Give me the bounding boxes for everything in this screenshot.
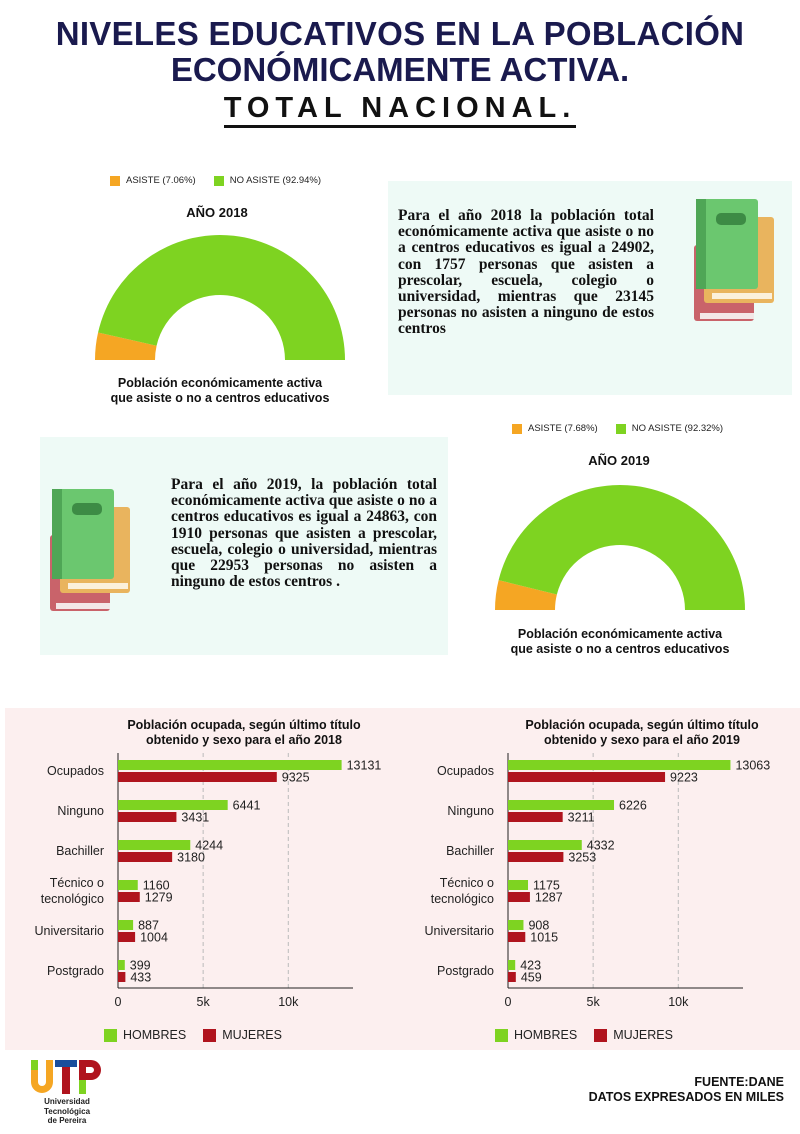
data-label: 3211: [567, 810, 595, 825]
category-label: Postgrado: [47, 964, 104, 978]
category-label: Técnico o: [439, 876, 494, 890]
legend-label-no-asiste: NO ASISTE (92.32%): [631, 423, 724, 434]
data-label: 3253: [568, 850, 597, 865]
category-label: tecnológico: [40, 892, 104, 906]
legend-label-mujeres: MUJERES: [613, 1028, 673, 1042]
bar-chart-2019: [395, 748, 785, 1018]
bar-legend-2018: [104, 1028, 282, 1042]
x-tick-label: 0: [504, 995, 512, 1009]
data-label: 433: [130, 970, 152, 985]
bar-mujeres: [508, 772, 665, 782]
data-label: 1279: [144, 890, 173, 905]
data-label: 423: [520, 958, 542, 973]
donut-caption-2018: [70, 376, 370, 406]
bar-hombres: [508, 760, 730, 770]
legend-swatch-hombres: [495, 1029, 508, 1042]
category-label: Universitario: [34, 924, 104, 938]
legend-2018: [110, 175, 321, 186]
bar-hombres: [508, 800, 614, 810]
bar-mujeres: [118, 892, 140, 902]
category-label: Postgrado: [437, 964, 494, 978]
category-label: Bachiller: [56, 844, 104, 858]
bar-mujeres: [508, 972, 516, 982]
donut-title-2019: AÑO 2019: [588, 453, 650, 468]
logo-text-line1: Universidad Tecnológica: [43, 1097, 91, 1116]
legend-label-mujeres: MUJERES: [222, 1028, 282, 1042]
x-tick-label: 5k: [196, 995, 210, 1009]
footer-source: [589, 1075, 784, 1105]
legend-swatch-no-asiste: [616, 424, 626, 434]
bar-title-2018-line1: Población ocupada, según último título: [127, 718, 361, 732]
bar-mujeres: [508, 932, 525, 942]
data-label: 3431: [181, 810, 210, 825]
legend-label-asiste: ASISTE (7.68%): [528, 423, 598, 434]
bar-mujeres: [118, 772, 277, 782]
legend-label-hombres: HOMBRES: [514, 1028, 578, 1042]
bar-chart-2018: [5, 748, 395, 1018]
bar-mujeres: [118, 972, 125, 982]
bar-hombres: [508, 960, 515, 970]
legend-label-no-asiste: NO ASISTE (92.94%): [229, 175, 322, 186]
bar-hombres: [118, 840, 190, 850]
bar-mujeres: [508, 852, 563, 862]
data-label: 399: [129, 958, 151, 973]
bar-hombres: [118, 800, 228, 810]
category-label: tecnológico: [430, 892, 494, 906]
category-label: Ocupados: [47, 764, 104, 778]
donut-caption-2018-line2: que asiste o no a centros educativos: [110, 391, 330, 405]
data-label: 3180: [177, 850, 205, 865]
legend-swatch-mujeres: [203, 1029, 216, 1042]
data-label: 1160: [142, 878, 170, 893]
bar-title-2018-line2: obtenido y sexo para el año 2018: [146, 733, 342, 747]
footer-source-line1: FUENTE:DANE: [694, 1075, 784, 1089]
page-title-line2: ECONÓMICAMENTE ACTIVA.: [170, 51, 630, 88]
bar-title-2019: [492, 718, 792, 748]
x-tick-label: 10k: [278, 995, 299, 1009]
book-stack-icon: [690, 195, 780, 325]
x-tick-label: 10k: [668, 995, 689, 1009]
data-label: 1004: [140, 930, 168, 945]
bar-hombres: [118, 920, 133, 930]
legend-label-hombres: HOMBRES: [123, 1028, 187, 1042]
donut-caption-2019-line1: Población económicamente activa: [517, 627, 723, 641]
page-title-line1: NIVELES EDUCATIVOS EN LA POBLACIÓN: [55, 15, 745, 52]
legend-swatch-hombres: [104, 1029, 117, 1042]
category-label: Ninguno: [57, 804, 104, 818]
page-subtitle: [0, 91, 800, 125]
data-label: 887: [138, 918, 159, 933]
donut-title-2018: AÑO 2018: [186, 205, 248, 220]
bar-title-2019-line1: Población ocupada, según último título: [525, 718, 759, 732]
data-label: 13063: [735, 758, 771, 773]
legend-2019: [512, 423, 723, 434]
category-label: Ocupados: [437, 764, 494, 778]
donut-chart-2018: [90, 230, 350, 365]
category-label: Universitario: [424, 924, 494, 938]
data-label: 1015: [530, 930, 559, 945]
bar-mujeres: [508, 812, 563, 822]
book-stack-icon: [46, 485, 136, 615]
x-tick-label: 5k: [586, 995, 600, 1009]
legend-swatch-no-asiste: [214, 176, 224, 186]
data-label: 1287: [534, 890, 563, 905]
donut-caption-2019: [470, 627, 770, 657]
x-tick-label: 0: [114, 995, 122, 1009]
bar-mujeres: [508, 892, 530, 902]
bar-hombres: [118, 880, 138, 890]
info-text-2019: Para el año 2019, la población total económicamente activa que asiste o no a centros educativos es igual a 24863, con 1910 personas que asisten a prescolar, escuela, colegio o universidad, mientras que 22953 personas no asisten a ninguno de estos centros .: [171, 476, 437, 591]
logo-text-line2: de Pereira: [47, 1116, 87, 1125]
category-label: Bachiller: [446, 844, 494, 858]
bar-mujeres: [118, 932, 135, 942]
bar-legend-2019: [495, 1028, 673, 1042]
data-label: 9223: [670, 770, 698, 785]
category-label: Técnico o: [49, 876, 104, 890]
info-text-2018: Para el año 2018 la población total económicamente activa que asiste o no a centros educativos es igual a 24902, con 1757 personas que asisten a prescolar, escuela, colegio o universidad, mientras que 23145 personas no asisten a ninguno de estos centros: [398, 207, 654, 338]
legend-swatch-asiste: [512, 424, 522, 434]
donut-caption-2018-line1: Población económicamente activa: [117, 376, 323, 390]
data-label: 908: [528, 918, 550, 933]
data-label: 6441: [232, 798, 261, 813]
bar-title-2018: [94, 718, 394, 748]
bar-hombres: [508, 880, 528, 890]
bar-hombres: [118, 960, 125, 970]
footer-source-line2: DATOS EXPRESADOS EN MILES: [588, 1090, 784, 1104]
page-subtitle-text: TOTAL NACIONAL.: [224, 92, 577, 128]
donut-chart-2019: [490, 480, 750, 615]
bar-hombres: [118, 760, 342, 770]
data-label: 459: [520, 970, 542, 985]
data-label: 4244: [195, 838, 224, 853]
legend-swatch-mujeres: [594, 1029, 607, 1042]
data-label: 6226: [619, 798, 647, 813]
bar-hombres: [508, 920, 523, 930]
utp-logo: [28, 1058, 104, 1096]
bar-mujeres: [118, 812, 176, 822]
bar-mujeres: [118, 852, 172, 862]
logo-text: [24, 1097, 110, 1126]
bar-title-2019-line2: obtenido y sexo para el año 2019: [544, 733, 740, 747]
data-label: 13131: [346, 758, 382, 773]
legend-swatch-asiste: [110, 176, 120, 186]
donut-caption-2019-line2: que asiste o no a centros educativos: [510, 642, 730, 656]
data-label: 9325: [281, 770, 310, 785]
bar-hombres: [508, 840, 582, 850]
data-label: 4332: [586, 838, 615, 853]
data-label: 1175: [533, 878, 560, 893]
legend-label-asiste: ASISTE (7.06%): [126, 175, 196, 186]
category-label: Ninguno: [447, 804, 494, 818]
